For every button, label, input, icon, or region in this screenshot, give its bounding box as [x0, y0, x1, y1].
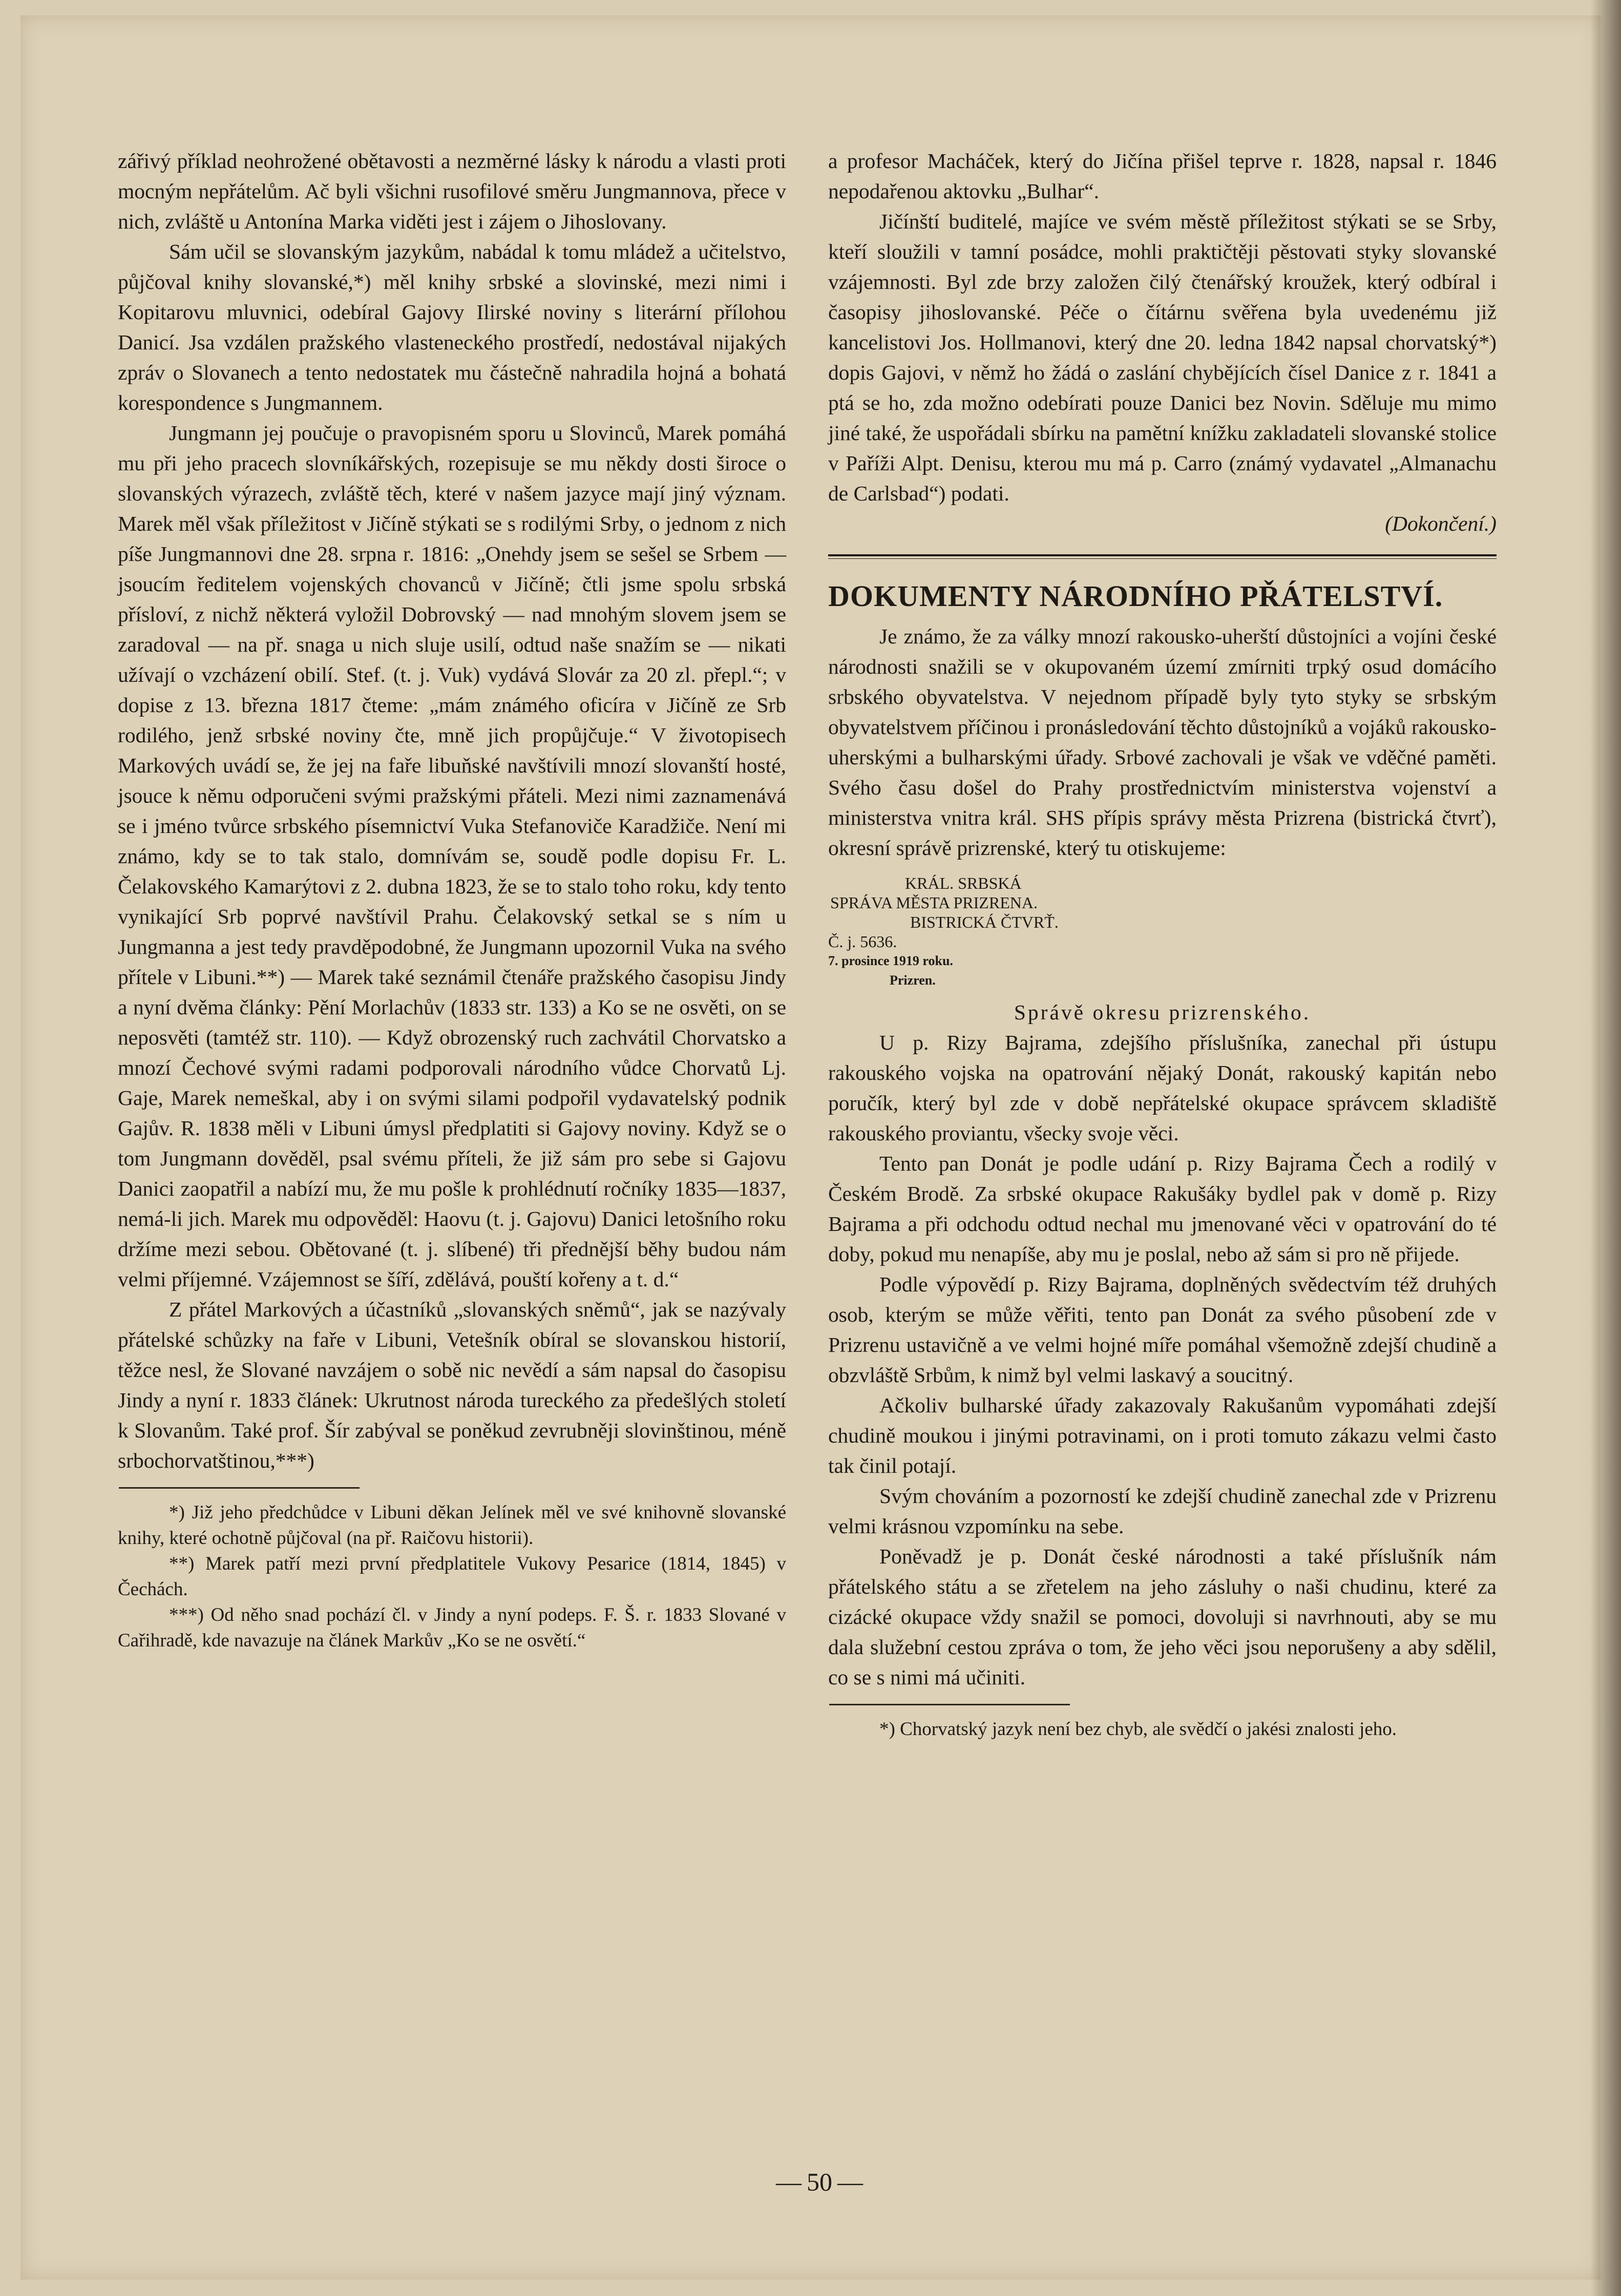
footnote-divider — [829, 1704, 1070, 1705]
letterhead-line: KRÁL. SRBSKÁ — [905, 874, 1022, 892]
section-divider — [828, 554, 1497, 559]
dash-right: — — [837, 2167, 863, 2196]
right-column — [828, 146, 1497, 1742]
letter-paragraph: Ačkoliv bulharské úřady zakazovaly Rakušanům vypomáhati zdejší chudině moukou i jinými potravinami, on i proti tomuto zákazu velmi často tak činil potají. — [828, 1393, 1497, 1477]
page-number-value: 50 — [807, 2167, 832, 2196]
footnote: ***) Od něho snad pochází čl. v Jindy a nyní podeps. F. Š. r. 1833 Slované v Cařihradě, kde navazuje na článek Markův „Ko se ne osvětí.“ — [118, 1604, 786, 1651]
letter-paragraph: Svým chováním a pozorností ke zdejší chudině zanechal zde v Prizrenu velmi krásnou vzpomínku na sebe. — [828, 1484, 1497, 1538]
body-paragraph: Jičínští buditelé, majíce ve svém městě příležitost stýkati se se Srby, kteří sloužili v tamní posádce, mohli praktičtěji pěstovati styky slovanské vzájemnosti. Byl zde brzy založen čilý čtenářský kroužek, který odbíral i časopisy jihoslovanské. Péče o čítárnu svěřena byla uvedenému již kancelistovi Jos. Hollmanovi, který dne 20. ledna 1842 napsal chorvatský*) dopis Gajovi, v němž ho žádá o zaslání chybějících čísel Danice z r. 1841 a ptá se ho, zda možno odebírati pouze Danici bez Novin. Sděluje mu mimo jiné také, že uspořádali sbírku na pamětní knížku zakladateli slovanské stolice v Paříži Alpt. Denisu, kterou mu má p. Carro (známý vydavatel „Almanachu de Carlsbad“) podati. — [828, 210, 1497, 505]
body-paragraph: Jungmann jej poučuje o pravopisném sporu u Slovinců, Marek pomáhá mu při jeho pracech slovníkářských, rozepisuje se mu někdy dosti široce o slovanských výrazech, zvláště těch, které v našem jazyce mají jiný význam. Marek měl však příležitost v Jičíně stýkati se s rodilými Srby, o jednom z nich píše Jungmannovi dne 28. srpna r. 1816: „Onehdy jsem se sešel se Srbem — jsoucím ředitelem vojenských chovanců v Jičíně; čtli jsme spolu srbská přísloví, z nichž některá vyložil Dobrovský — nad mnohým slovem jsem se zaradoval — na př. snaga u nich sluje usilí, odtud naše snažím se — nikati užívají o vzcházení obilí. Stef. (t. j. Vuk) vydává Slovár za 20 zl. přepl.“; v dopise z 13. března 1817 čteme: „mám známého oficíra v Jičíně ze Srb rodilého, jenž srbské noviny čte, mně jich propůjčuje.“ V životopisech Markových uvádí se, že jej na faře libuňské navštívili mnozí slovanští hosté, jsouce k němu odporučeni svými pražskými přáteli. Mezi nimi zaznamenává se i jméno tvůrce srbského písemnictví Vuka Stefanoviče Karadžiče. Není mi známo, kdy se to tak stalo, domnívám se, soudě podle dopisu Fr. L. Čelakovského Kamarýtovi z 2. dubna 1823, že se to stalo toho roku, kdy tento vynikající Srb poprvé navštívil Prahu. Čelakovský setkal se s ním u Jungmanna a jest tedy pravděpodobné, že Jungmann upozornil Vuka na svého přítele v Libuni.**) — Marek také seznámil čtenáře pražského časopisu Jindy a nyní dvěma články: Pění Morlachův (1833 str. 133) a Ko se ne osvěti, on se neposvěti (tamtéž str. 110). — Když obrozenský ruch zachvátil Chorvatsko a mnozí Čechové svými radami podporovali národního vůdce Chorvatů Lj. Gaje, Marek nemeškal, aby i on svými silami podpořil vydavatelský podnik Gajův. R. 1838 měli v Libuni úmysl předplatiti si Gajovy noviny. Když se o tom Jungmann dověděl, psal svému příteli, že již sám pro sebe si Gajovu Danici zaopatřil a nabízí mu, že mu pošle k prohlédnutí ročníky 1835—1837, nemá-li jich. Marek mu odpověděl: Haovu (t. j. Gajovu) Danici letošního roku držíme mezi sebou. Obětované (t. j. slíbené) tři přednější běhy budou nám velmi příjemné. Vzájemnost se šíří, zdělává, pouští kořeny a t. d.“ — [118, 421, 786, 1291]
footnote: *) Chorvatský jazyk není bez chyb, ale svědčí o jakési znalosti jeho. — [879, 1719, 1397, 1740]
letter-addressee: Správě okresu prizrenského. — [1014, 1000, 1311, 1024]
letterhead-line: SPRÁVA MĚSTA PRIZRENA. — [830, 893, 1038, 912]
body-paragraph: a profesor Macháček, který do Jičína přišel teprve r. 1828, napsal r. 1846 nepodařenou aktovku „Bulhar“. — [828, 149, 1497, 203]
scan-edge — [1590, 0, 1621, 2296]
letter-paragraph: Tento pan Donát je podle udání p. Rizy Bajrama Čech a rodilý v Českém Brodě. Za srbské okupace Rakušáky bydlel pak v domě p. Rizy Bajrama a při odchodu odtud nechal mu jmenované věci v opatrování do té doby, pokud mu nenapíše, aby mu je poslal, nebo až sám si pro ně přijede. — [828, 1152, 1497, 1266]
footnote: *) Již jeho předchůdce v Libuni děkan Jelínek měl ve své knihovně slovanské knihy, které ochotně půjčoval (na př. Raičovu historii). — [118, 1502, 786, 1549]
footnote: **) Marek patří mezi první předplatitele Vukovy Pesarice (1814, 1845) v Čechách. — [118, 1553, 786, 1600]
left-column — [118, 146, 786, 1654]
letter-date: 7. prosince 1919 roku. — [828, 953, 953, 968]
letterhead-line: BISTRICKÁ ČTVRŤ. — [910, 913, 1059, 931]
letterhead — [828, 873, 1497, 990]
section-heading: DOKUMENTY NÁRODNÍHO PŘÁTELSTVÍ. — [828, 579, 1443, 613]
body-paragraph: Sám učil se slovanským jazykům, nabádal k tomu mládež a učitelstvo, půjčoval knihy slovanské,*) měl knihy srbské a slovinské, mezi nimi i Kopitarovu mluvnici, odebíral Gajovy Ilirské noviny s literární přílohou Danicí. Jsa vzdálen pražského vlasteneckého prostředí, nedostával nijakých zpráv o Slovanech a tento nedostatek mu částečně nahradila hojná a bohatá korespondence s Jungmannem. — [118, 240, 786, 414]
dash-left: — — [776, 2167, 802, 2196]
letter-paragraph: Podle výpovědí p. Rizy Bajrama, doplněných svědectvím též druhých osob, kterým se může věřiti, tento pan Donát za svého působení zde v Prizrenu ustavičně a ve velmi hojné míře pomáhal všemožně zdejší chudině a obzvláště Srbům, k nimž byl velmi laskavý a soucitný. — [828, 1272, 1497, 1387]
reference-number: Č. j. 5636. — [828, 932, 897, 951]
letter-paragraph: Poněvadž je p. Donát české národnosti a také příslušník nám přátelského státu a se zřetelem na jeho zásluhy o naši chudinu, které za cizácké okupace vždy snažil se pomoci, dovoluji si navrhnouti, aby se mu dala služební cestou zpráva o tom, že jeho věci jsou neporušeny a aby sdělil, co se s nimi má učiniti. — [828, 1544, 1497, 1689]
footnotes — [118, 1500, 786, 1654]
body-paragraph: Z přátel Markových a účastníků „slovanských sněmů“, jak se nazývaly přátelské schůzky na faře v Libuni, Vetešník obíral se slovanskou historií, těžce nesl, že Slované navzájem o sobě nic nevědí a sám napsal do časopisu Jindy a nyní r. 1833 článek: Ukrutnost národa tureckého za předešlých století k Slovanům. Také prof. Šír zabýval se poněkud zevrubněji slovinštinou, méně srbochorvatštinou,***) — [118, 1298, 786, 1472]
intro-paragraph: Je známo, že za války mnozí rakousko-uherští důstojníci a vojíni české národnosti snažili se v okupovaném území zmírniti trpký osud domácího srbského obyvatelstva. V nejednom případě byly tyto styky se srbským obyvatelstvem příčinou i pronásledování těchto důstojníků a vojáků rakousko-uherskými a bulharskými úřady. Srbové zachovali je však ve vděčné paměti. Svého času došel do Prahy prostřednictvím ministerstva vojenství a ministerstva vnitra král. SHS přípis správy města Prizrena (bistrická čtvrť), okresní správě prizrenské, který tu otiskujeme: — [828, 624, 1497, 860]
page-number — [717, 2167, 922, 2197]
body-paragraph: zářivý příklad neohrožené obětavosti a nezměrné lásky k národu a vlasti proti mocným nepřátelům. Ač byli všichni rusofilové směru Jungmannova, přece v nich, zvláště u Antonína Marka viděti jest i zájem o Jihoslovany. — [118, 149, 786, 233]
footnotes — [828, 1717, 1497, 1742]
letter-paragraph: U p. Rizy Bajrama, zdejšího příslušníka, zanechal při ústupu rakouského vojska na opatrování nějaký Donát, rakouský kapitán nebo poručík, který byl zde v době nepřátelské okupace správcem skladiště rakouského proviantu, všecky svoje věci. — [828, 1031, 1497, 1145]
continuation-note: (Dokončení.) — [1385, 512, 1497, 535]
footnote-divider — [119, 1487, 360, 1489]
letter-place: Prizren. — [890, 973, 936, 988]
